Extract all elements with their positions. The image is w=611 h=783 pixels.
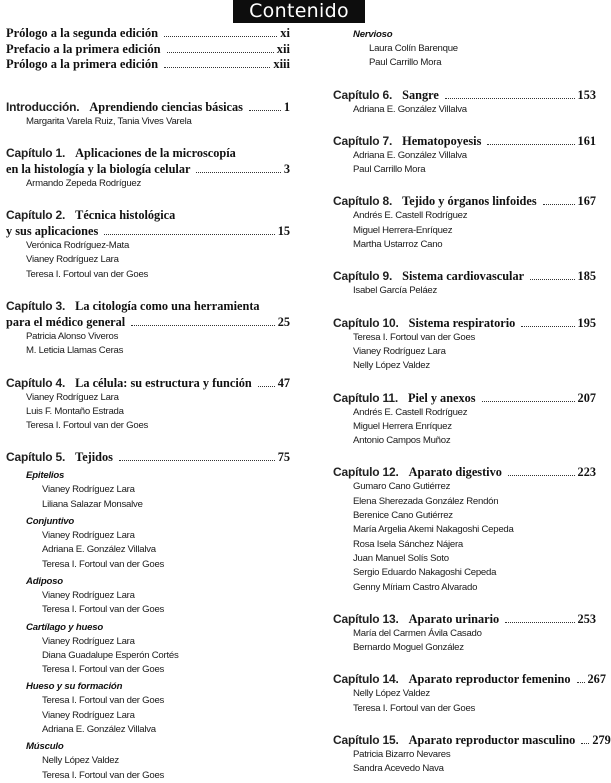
dot-leader: [196, 172, 280, 173]
front-matter-entry[interactable]: [6, 26, 290, 42]
toc-chapter-entry[interactable]: [333, 268, 596, 298]
chapter-title[interactable]: en la histología y la biología celular: [6, 161, 191, 176]
page-number: 1: [283, 99, 290, 114]
front-matter-entry[interactable]: [6, 57, 290, 73]
author-name: Andrés E. Castell Rodríguez: [353, 210, 468, 222]
page-number: 207: [577, 390, 596, 405]
toc-chapter-entry[interactable]: [6, 375, 290, 434]
chapter-title-line[interactable]: [6, 449, 290, 465]
page-number: xii: [276, 41, 290, 56]
chapter-label: Capítulo 8.: [333, 194, 393, 209]
author-name: Sandra Acevedo Nava: [353, 763, 444, 775]
chapter-label: Capítulo 14.: [333, 672, 399, 687]
page-number: 195: [577, 315, 596, 330]
chapter-label: Capítulo 1.: [6, 145, 66, 160]
toc-chapter-entry[interactable]: [333, 671, 606, 716]
toc-section: [6, 469, 290, 512]
front-matter-entry[interactable]: [6, 42, 290, 58]
author-name: Juan Manuel Solís Soto: [353, 552, 449, 564]
page-number: 267: [587, 672, 606, 687]
chapter-title-line[interactable]: [333, 133, 596, 149]
toc-chapter-entry[interactable]: [6, 145, 290, 191]
chapter-label: Capítulo 5.: [6, 450, 66, 465]
page-number: 47: [277, 375, 290, 390]
chapter-title[interactable]: Tejidos: [75, 450, 113, 465]
chapter-title[interactable]: Técnica histológica: [75, 208, 176, 223]
author-name: Teresa I. Fortoul van der Goes: [42, 769, 165, 781]
author-name: Vianey Rodríguez Lara: [42, 484, 135, 496]
chapter-title[interactable]: La citología como una herramienta: [75, 298, 260, 313]
author-name: Gumaro Cano Gutiérrez: [353, 481, 451, 493]
chapter-label: Capítulo 10.: [333, 315, 399, 330]
dot-leader: [445, 98, 575, 99]
chapter-label: Capítulo 15.: [333, 733, 399, 748]
toc-chapter-entry[interactable]: [333, 193, 596, 252]
author-name: Berenice Cano Gutiérrez: [353, 510, 453, 522]
author-name: Miguel Herrera Enríquez: [353, 420, 452, 432]
dot-leader: [258, 386, 275, 387]
toc-left-column: [6, 26, 290, 783]
dot-leader: [581, 743, 589, 744]
chapter-title-line[interactable]: [333, 87, 596, 103]
chapter-title-line[interactable]: [333, 390, 596, 406]
chapter-title[interactable]: Sistema respiratorio: [408, 315, 516, 330]
chapter-title[interactable]: Sistema cardiovascular: [402, 269, 525, 284]
page-number: 3: [283, 161, 290, 176]
author-name: Diana Guadalupe Esperón Cortés: [42, 649, 179, 661]
chapter-title[interactable]: Aparato digestivo: [408, 465, 502, 480]
dot-leader: [508, 475, 575, 476]
chapter-label: Capítulo 4.: [6, 375, 66, 390]
author-name: Luis F. Montaño Estrada: [26, 405, 124, 417]
page-number: 161: [577, 133, 596, 148]
author-name: Teresa I. Fortoul van der Goes: [42, 558, 165, 570]
author-name: Laura Colín Barenque: [369, 43, 458, 54]
toc-chapter-entry[interactable]: [333, 390, 596, 449]
author-name: Elena Sherezada González Rendón: [353, 495, 499, 507]
chapter-title-line[interactable]: [6, 161, 290, 177]
chapter-title[interactable]: Aparato urinario: [408, 611, 500, 626]
toc-chapter-entry[interactable]: [6, 99, 290, 129]
author-name: Vianey Rodríguez Lara: [42, 589, 135, 601]
chapter-title[interactable]: Aplicaciones de la microscopía: [75, 145, 236, 160]
dot-leader: [249, 110, 281, 111]
chapter-title[interactable]: Tejido y órganos linfoides: [402, 194, 537, 209]
page-number: 253: [577, 611, 596, 626]
chapter-title[interactable]: Sangre: [402, 87, 439, 102]
author-name: Verónica Rodríguez-Mata: [26, 240, 130, 252]
author-name: Vianey Rodríguez Lara: [42, 635, 135, 647]
chapter-label: Capítulo 9.: [333, 269, 393, 284]
dot-leader: [543, 204, 575, 205]
author-name: Martha Ustarroz Cano: [353, 239, 443, 251]
dot-leader: [482, 401, 575, 402]
author-name: Adriana E. González Villalva: [42, 724, 156, 736]
author-name: Adriana E. González Villalva: [353, 149, 467, 161]
author-name: Teresa I. Fortoul van der Goes: [26, 420, 149, 432]
chapter-title[interactable]: para el médico general: [6, 314, 126, 329]
page-number: 185: [577, 269, 596, 284]
chapter-title-line[interactable]: [6, 207, 290, 223]
author-name: Margarita Varela Ruiz, Tania Vives Varela: [26, 115, 192, 127]
author-name: Rosa Isela Sánchez Nájera: [353, 538, 464, 550]
author-name: Teresa I. Fortoul van der Goes: [353, 331, 476, 343]
page-number: 153: [577, 87, 596, 102]
dot-leader: [487, 144, 574, 145]
author-name: M. Leticia Llamas Ceras: [26, 345, 124, 357]
dot-leader: [164, 36, 277, 37]
toc-section: [6, 515, 290, 572]
toc-section: [6, 575, 290, 618]
author-name: Nelly López Valdez: [42, 755, 119, 767]
chapter-title[interactable]: Aparato reproductor masculino: [408, 733, 576, 748]
page-number: xi: [280, 26, 290, 40]
chapter-title[interactable]: Aprendiendo ciencias básicas: [89, 99, 243, 114]
toc-section: [6, 680, 290, 737]
section-name: Conjuntivo: [26, 516, 75, 528]
page-number: 279: [592, 733, 611, 748]
toc-section: [6, 621, 290, 678]
author-name: Vianey Rodríguez Lara: [26, 391, 119, 403]
chapter-title-line[interactable]: [333, 315, 596, 331]
page-number: 15: [277, 224, 290, 239]
dot-leader: [505, 622, 574, 623]
author-name: Adriana E. González Villalva: [353, 103, 467, 115]
author-name: Nelly López Valdez: [353, 360, 430, 372]
page-number: 223: [577, 465, 596, 480]
toc-chapter-entry[interactable]: [6, 207, 290, 282]
chapter-label: Capítulo 13.: [333, 611, 399, 626]
author-name: Paul Carrillo Mora: [353, 164, 426, 176]
author-name: Sergio Eduardo Nakagoshi Cepeda: [353, 567, 497, 579]
author-name: Teresa I. Fortoul van der Goes: [26, 268, 149, 280]
author-name: Nelly López Valdez: [353, 688, 430, 700]
author-name: Adriana E. González Villalva: [42, 544, 156, 556]
toc-chapter-entry[interactable]: [333, 133, 596, 178]
section-name: Cartílago y hueso: [26, 621, 104, 633]
chapter-title-line[interactable]: [6, 314, 290, 330]
chapter-title-line[interactable]: [333, 671, 606, 687]
author-name: Patricia Bizarro Nevares: [353, 749, 451, 761]
chapter-label: Capítulo 7.: [333, 133, 393, 148]
section-name: Hueso y su formación: [26, 681, 123, 693]
author-name: María del Carmen Ávila Casado: [353, 627, 482, 639]
author-name: Isabel García Peláez: [353, 285, 438, 297]
author-name: Teresa I. Fortoul van der Goes: [42, 695, 165, 707]
toc-right-column: [333, 26, 611, 777]
chapter-sections: [6, 469, 290, 782]
author-name: Genny Míriam Castro Alvarado: [353, 581, 478, 593]
toc-chapter-entry[interactable]: [333, 315, 596, 374]
page-number: 167: [577, 194, 596, 209]
chapter-title[interactable]: y sus aplicaciones: [6, 224, 99, 239]
page-number: xiii: [273, 57, 290, 71]
chapter-title-line[interactable]: [6, 298, 290, 314]
page-title: Contenido: [233, 0, 365, 23]
author-name: Vianey Rodríguez Lara: [42, 709, 135, 721]
toc-section: [333, 28, 596, 71]
author-name: Teresa I. Fortoul van der Goes: [42, 664, 165, 676]
chapter-label: Introducción.: [6, 99, 80, 114]
author-name: Teresa I. Fortoul van der Goes: [42, 604, 165, 616]
author-name: Vianey Rodríguez Lara: [26, 254, 119, 266]
front-matter-title[interactable]: Prólogo a la segunda edición: [6, 26, 159, 40]
dot-leader: [521, 326, 574, 327]
toc-chapter-entry[interactable]: [333, 87, 596, 117]
author-name: Liliana Salazar Monsalve: [42, 498, 143, 510]
dot-leader: [164, 67, 270, 68]
dot-leader: [131, 325, 275, 326]
front-matter-title[interactable]: Prefacio a la primera edición: [6, 41, 161, 56]
toc-chapter-entry[interactable]: [333, 611, 596, 656]
page-number: 25: [277, 314, 290, 329]
author-name: Vianey Rodríguez Lara: [42, 530, 135, 542]
chapter-title[interactable]: Aparato reproductor femenino: [408, 672, 571, 687]
dot-leader: [530, 279, 574, 280]
section-name: Músculo: [26, 741, 64, 753]
author-name: Andrés E. Castell Rodríguez: [353, 406, 468, 418]
toc-section: [6, 740, 290, 783]
front-matter: [6, 26, 290, 73]
continued-sections: [333, 28, 596, 71]
author-name: Teresa I. Fortoul van der Goes: [353, 702, 476, 714]
chapter-label: Capítulo 3.: [6, 298, 66, 313]
chapter-title-line[interactable]: [6, 99, 290, 115]
chapter-title-line[interactable]: [333, 268, 596, 284]
chapter-label: Capítulo 2.: [6, 208, 66, 223]
dot-leader: [119, 460, 275, 461]
chapter-title-line[interactable]: [333, 193, 596, 209]
chapter-title-line[interactable]: [333, 464, 596, 480]
section-name: Adiposo: [26, 575, 63, 587]
chapter-label: Capítulo 6.: [333, 87, 393, 102]
chapter-title-line[interactable]: [6, 375, 290, 391]
author-name: Patricia Alonso Viveros: [26, 330, 119, 342]
page-number: 75: [277, 450, 290, 465]
author-name: Antonio Campos Muñoz: [353, 435, 451, 447]
author-name: María Argelia Akemi Nakagoshi Cepeda: [353, 524, 514, 536]
author-name: Paul Carrillo Mora: [369, 57, 442, 69]
author-name: Armando Zepeda Rodríguez: [26, 177, 142, 189]
chapter-title-line[interactable]: [333, 732, 611, 748]
dot-leader: [577, 682, 585, 683]
front-matter-title[interactable]: Prólogo a la primera edición: [6, 57, 159, 71]
author-name: Miguel Herrera-Enríquez: [353, 224, 453, 236]
chapter-title-line[interactable]: [333, 611, 596, 627]
chapter-title-line[interactable]: [6, 145, 290, 161]
toc-chapter-entry[interactable]: [333, 464, 596, 594]
toc-chapter-entry[interactable]: [6, 298, 290, 359]
author-name: Vianey Rodríguez Lara: [353, 345, 446, 357]
chapter-title-line[interactable]: [6, 223, 290, 239]
chapter-title[interactable]: Piel y anexos: [407, 390, 476, 405]
dot-leader: [167, 52, 274, 53]
chapter-title[interactable]: La célula: su estructura y función: [75, 375, 252, 390]
author-name: Bernardo Moguel González: [353, 642, 464, 654]
toc-chapter-entry[interactable]: [333, 732, 611, 777]
section-name: Nervioso: [353, 29, 393, 40]
chapter-label: Capítulo 11.: [333, 390, 398, 405]
section-name: Epitelios: [26, 470, 65, 482]
chapter-title[interactable]: Hematopoyesis: [402, 133, 482, 148]
toc-chapter-entry[interactable]: [6, 449, 290, 782]
dot-leader: [104, 234, 274, 235]
chapter-label: Capítulo 12.: [333, 465, 399, 480]
